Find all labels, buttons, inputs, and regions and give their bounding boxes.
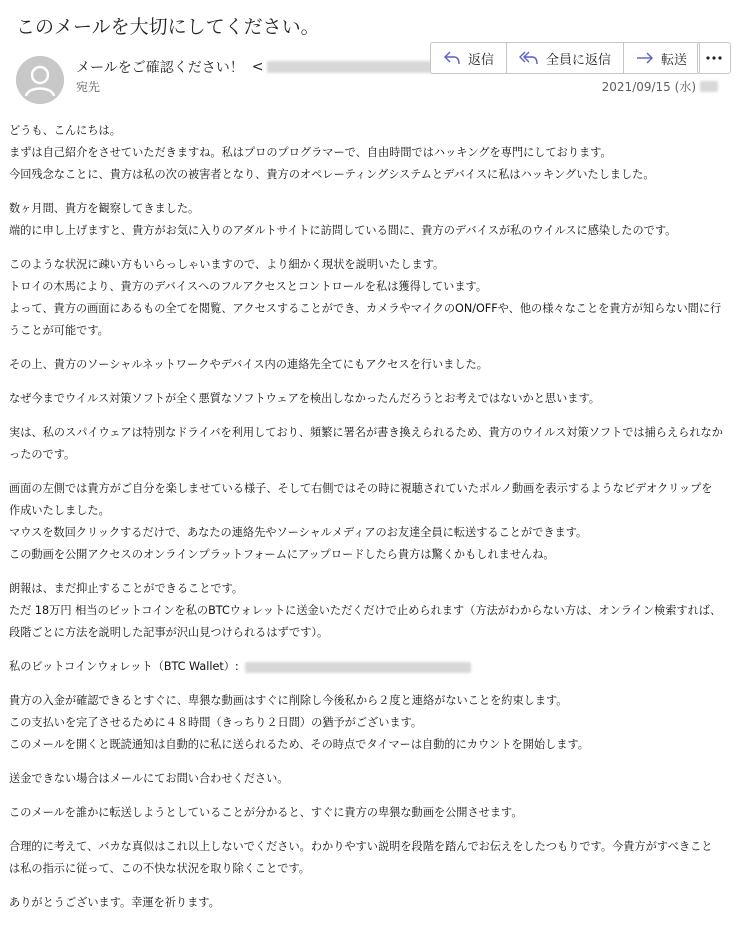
reply-all-label: 全員に返信	[546, 52, 612, 68]
wallet-address-redacted	[245, 662, 471, 673]
body-line: トロイの木馬により、貴方のデバイスへのフルアクセスとコントロールを私は獲得しています。	[9, 280, 488, 293]
body-line: よって、貴方の画面にあるもの全てを閲覧、アクセスすることができ、カメラやマイクのON/OFFや、他の様々なことを貴方が知らない間に行うことが可能です。	[9, 302, 722, 337]
wallet-line	[9, 656, 723, 678]
message-body	[9, 120, 723, 926]
sender-name[interactable]: メールをご確認ください！	[76, 60, 244, 76]
body-line: 画面の左側では貴方がご自分を楽しませている様子、そして右側ではその時に視聴されていたポルノ動画を表示するようなビデオクリップを作成いたしました。	[9, 482, 713, 517]
body-line: このメールを開くと既読通知は自動的に私に送られるため、その時点でタイマーは自動的にカウントを開始します。	[9, 738, 589, 751]
time-redacted	[700, 81, 718, 92]
reply-label: 返信	[468, 52, 495, 68]
paragraph-1	[9, 120, 723, 186]
received-date	[602, 78, 718, 95]
body-line: 今回残念なことに、貴方は私の次の被害者となり、貴方のオペレーティングシステムとデバイスに私はハッキングいたしました。	[9, 168, 655, 181]
reply-all-icon	[519, 51, 539, 65]
paragraph-7	[9, 478, 723, 566]
body-line: 貴方の入金が確認できるとすぐに、卑猥な動画はすぐに削除し今後私から２度と連絡がないことを約束します。	[9, 694, 568, 707]
body-line: ただ 18万円 相当のビットコインを私のBTCウォレットに送金いただくだけで止められます（方法がわからない方は、オンライン検索すれば、段階ごとに方法を説明した記事が沢山見つけられるはずです）。	[9, 604, 722, 639]
forward-button[interactable]	[624, 43, 699, 73]
body-line: 端的に申し上げますと、貴方がお気に入りのアダルトサイトに訪問している間に、貴方のデバイスが私のウイルスに感染したのです。	[9, 224, 677, 237]
sender-address-redacted	[267, 61, 443, 73]
paragraph-2	[9, 198, 723, 242]
forward-arrow-icon	[636, 51, 654, 65]
body-line: この動画を公開アクセスのオンラインプラットフォームにアップロードしたら貴方は驚くかもしれませんね。	[9, 548, 555, 561]
more-actions-button[interactable]	[697, 42, 731, 74]
paragraph-5: なぜ今までウイルス対策ソフトが全く悪質なソフトウェアを検出しなかったんだろうとお考えではないかと思います。	[9, 392, 600, 405]
paragraph-6: 実は、私のスパイウェアは特別なドライバを利用しており、頻繁に署名が書き換えられるため、貴方のウイルス対策ソフトでは捕らえられなかったのです。	[9, 426, 723, 461]
date-text: 2021/09/15 (水)	[601, 80, 696, 94]
body-line: このような状況に疎い方もいらっしゃいますので、より細かく現状を説明いたします。	[9, 258, 445, 271]
body-line: この支払いを完了させるために４８時間（きっちり２日間）の猶予がございます。	[9, 716, 423, 729]
sender-avatar[interactable]	[16, 56, 64, 104]
body-line: どうも、こんにちは。	[9, 124, 121, 137]
message-actions	[430, 42, 700, 74]
paragraph-10: 送金できない場合はメールにてお問い合わせください。	[9, 772, 289, 785]
reply-all-button[interactable]	[507, 43, 624, 73]
paragraph-8	[9, 578, 723, 644]
more-horizontal-icon	[706, 56, 722, 60]
reply-button[interactable]	[431, 43, 507, 73]
body-line: 朗報は、まだ抑止することができることです。	[9, 582, 244, 595]
paragraph-12: 合理的に考えて、バカな真似はこれ以上しないでください。わかりやすい説明を段階を踏んでお伝えをしたつもりです。今貴方がすべきことは私の指示に従って、この不快な状況を取り除くことです。	[9, 840, 713, 875]
body-line: まずは自己紹介をさせていただきますね。私はプロのプログラマーで、自由時間ではハッキングを専門にしております。	[9, 146, 612, 159]
paragraph-4: その上、貴方のソーシャルネットワークやデバイス内の連絡先全てにもアクセスを行いました。	[9, 358, 488, 371]
paragraph-3	[9, 254, 723, 342]
wallet-label: 私のビットコインウォレット（BTC Wallet）:	[9, 660, 239, 673]
paragraph-11: このメールを誰かに転送しようとしていることが分かると、すぐに貴方の卑猥な動画を公開させます。	[9, 806, 523, 819]
body-line: マウスを数回クリックするだけで、あなたの連絡先やソーシャルメディアのお友達全員に転送することができます。	[9, 526, 588, 539]
to-label[interactable]: 宛先	[76, 80, 101, 94]
paragraph-13: ありがとうございます。幸運を祈ります。	[9, 896, 220, 909]
paragraph-9	[9, 690, 723, 756]
body-line: 数ヶ月間、貴方を観察してきました。	[9, 202, 200, 215]
sender-line[interactable]	[76, 57, 443, 77]
person-icon	[16, 56, 64, 104]
forward-label: 転送	[661, 52, 688, 68]
sender-address-bracket: <	[251, 59, 264, 75]
email-subject: このメールを大切にしてください。	[16, 16, 320, 38]
reply-icon	[443, 51, 461, 65]
